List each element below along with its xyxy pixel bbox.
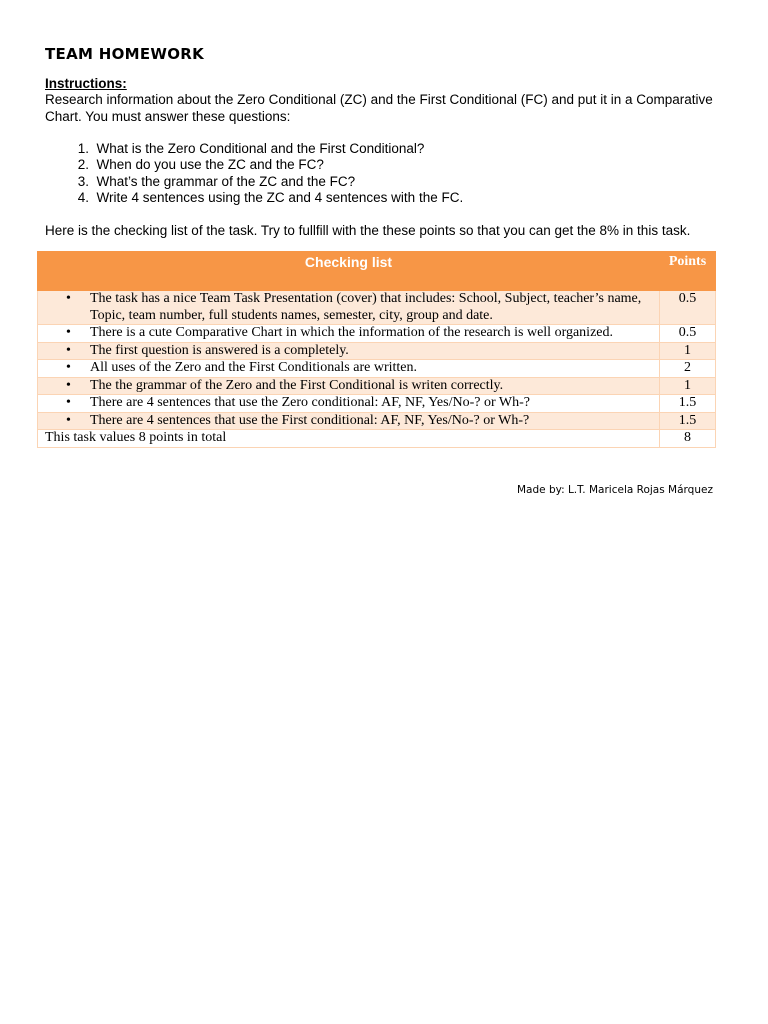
points-cell: 0.5 xyxy=(660,325,716,343)
bullet: • xyxy=(66,377,71,393)
table-total-row xyxy=(38,430,716,448)
criterion-cell xyxy=(38,377,660,395)
criterion-cell xyxy=(38,412,660,430)
list-item xyxy=(45,157,463,173)
table-row xyxy=(38,342,716,360)
bullet: • xyxy=(66,395,71,410)
bullet: • xyxy=(66,325,71,340)
criterion-text: The the grammar of the Zero and the First Conditional is writen correctly. xyxy=(90,377,504,393)
table-row xyxy=(38,325,716,343)
table-row xyxy=(38,412,716,430)
question-text: When do you use the ZC and the FC? xyxy=(96,157,324,173)
bullet: • xyxy=(66,291,71,306)
list-number: 1. xyxy=(77,141,89,156)
points-cell: 1.5 xyxy=(660,412,716,430)
list-item xyxy=(45,190,463,206)
criterion-text: There is a cute Comparative Chart in which the information of the research is well organized. xyxy=(90,325,614,340)
list-number: 4. xyxy=(77,189,89,205)
question-text: What is the Zero Conditional and the First Conditional? xyxy=(96,141,425,156)
criterion-cell xyxy=(38,325,660,343)
list-number: 2. xyxy=(77,157,89,173)
table-header-row xyxy=(38,252,716,291)
criterion-text: All uses of the Zero and the First Conditionals are written. xyxy=(90,360,417,375)
criterion-cell xyxy=(38,291,660,325)
header-checking-list: Checking list xyxy=(38,252,660,291)
criterion-cell xyxy=(38,395,660,413)
question-text: Write 4 sentences using the ZC and 4 sentences with the FC. xyxy=(96,189,464,205)
criterion-text: There are 4 sentences that use the First conditional: AF, NF, Yes/No-? or Wh-? xyxy=(90,412,530,428)
author-credit: Made by: L.T. Maricela Rojas Márquez xyxy=(517,484,713,496)
instructions-heading: Instructions: xyxy=(45,76,127,91)
total-label: This task values 8 points in total xyxy=(38,430,660,448)
points-cell: 0.5 xyxy=(660,291,716,325)
list-item xyxy=(45,141,463,157)
page-title: TEAM HOMEWORK xyxy=(45,45,205,63)
list-item xyxy=(45,174,463,190)
points-cell: 2 xyxy=(660,360,716,378)
total-points: 8 xyxy=(660,430,716,448)
criterion-cell xyxy=(38,360,660,378)
instructions-paragraph: Research information about the Zero Conditional (ZC) and the First Conditional (FC) and put it in a Comparative Chart. You must answer these questions: xyxy=(45,92,713,124)
criterion-text: There are 4 sentences that use the Zero conditional: AF, NF, Yes/No-? or Wh-? xyxy=(90,395,530,410)
criterion-cell xyxy=(38,342,660,360)
criterion-text: The task has a nice Team Task Presentation (cover) that includes: School, Subject, teacher’s name, Topic, team number, full students names, semester, city, group and date. xyxy=(90,291,642,323)
bullet: • xyxy=(66,412,71,428)
table-row xyxy=(38,360,716,378)
points-cell: 1 xyxy=(660,377,716,395)
table-row xyxy=(38,377,716,395)
checking-note: Here is the checking list of the task. Try to fullfill with the these points so that you can get the 8% in this task. xyxy=(45,223,691,238)
list-number: 3. xyxy=(77,173,89,189)
criterion-text: The first question is answered is a completely. xyxy=(90,342,349,358)
bullet: • xyxy=(66,360,71,375)
table-row xyxy=(38,395,716,413)
points-cell: 1 xyxy=(660,342,716,360)
bullet: • xyxy=(66,342,71,358)
table-row xyxy=(38,291,716,325)
checking-list-table xyxy=(37,251,716,448)
questions-list xyxy=(45,141,463,206)
header-points: Points xyxy=(660,252,716,291)
question-text: What’s the grammar of the ZC and the FC? xyxy=(96,173,356,189)
points-cell: 1.5 xyxy=(660,395,716,413)
